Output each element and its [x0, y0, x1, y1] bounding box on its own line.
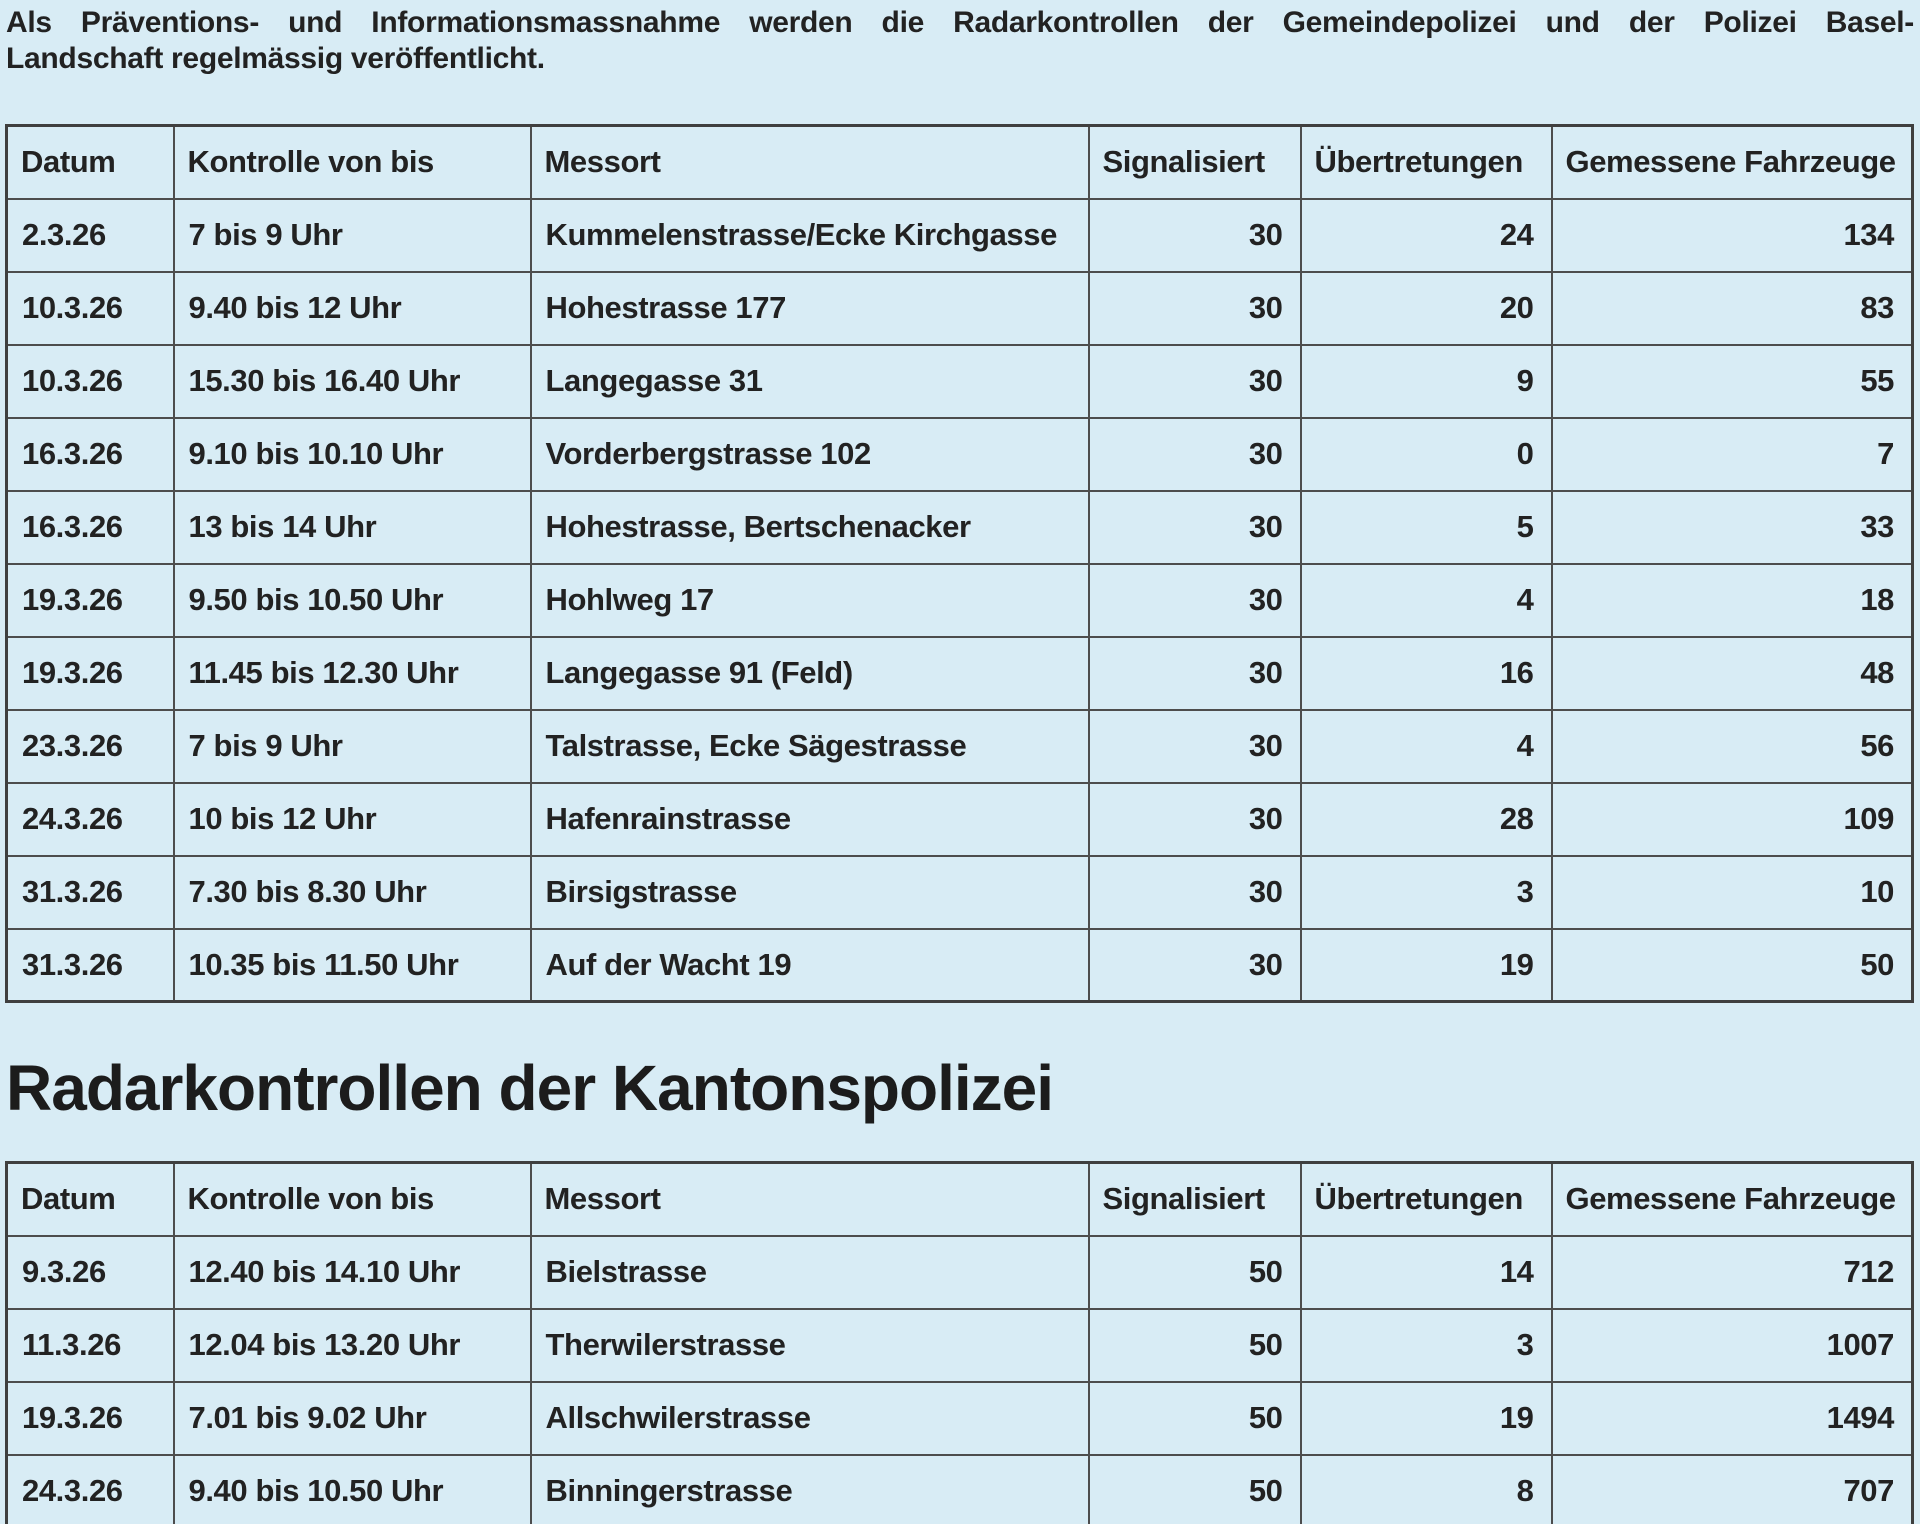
cell-datum: 24.3.26 [7, 783, 174, 856]
cell-gemessene-fahrzeuge: 707 [1552, 1455, 1913, 1524]
cell-uebertretungen: 4 [1301, 710, 1552, 783]
table-row [7, 1382, 1913, 1455]
cell-kontrolle-von-bis: 7 bis 9 Uhr [174, 199, 531, 272]
cell-datum: 10.3.26 [7, 272, 174, 345]
cell-gemessene-fahrzeuge: 10 [1552, 856, 1913, 929]
table-row [7, 783, 1913, 856]
table-row [7, 637, 1913, 710]
col-header-messort: Messort [531, 1163, 1089, 1236]
cell-datum: 9.3.26 [7, 1236, 174, 1309]
cell-gemessene-fahrzeuge: 7 [1552, 418, 1913, 491]
cell-kontrolle-von-bis: 9.50 bis 10.50 Uhr [174, 564, 531, 637]
cell-messort: Auf der Wacht 19 [531, 929, 1089, 1002]
cell-gemessene-fahrzeuge: 1007 [1552, 1309, 1913, 1382]
cell-signalisiert: 30 [1089, 272, 1301, 345]
cell-datum: 19.3.26 [7, 637, 174, 710]
gemeindepolizei-table [5, 124, 1914, 1003]
cell-kontrolle-von-bis: 9.40 bis 12 Uhr [174, 272, 531, 345]
cell-uebertretungen: 24 [1301, 199, 1552, 272]
cell-datum: 16.3.26 [7, 418, 174, 491]
cell-kontrolle-von-bis: 7.01 bis 9.02 Uhr [174, 1382, 531, 1455]
table-row [7, 929, 1913, 1002]
cell-kontrolle-von-bis: 15.30 bis 16.40 Uhr [174, 345, 531, 418]
col-header-datum: Datum [7, 1163, 174, 1236]
cell-kontrolle-von-bis: 9.10 bis 10.10 Uhr [174, 418, 531, 491]
cell-uebertretungen: 0 [1301, 418, 1552, 491]
col-header-gemessene-fahrzeuge: Gemessene Fahrzeuge [1552, 126, 1913, 199]
table-row [7, 1309, 1913, 1382]
cell-kontrolle-von-bis: 10.35 bis 11.50 Uhr [174, 929, 531, 1002]
cell-uebertretungen: 20 [1301, 272, 1552, 345]
cell-gemessene-fahrzeuge: 83 [1552, 272, 1913, 345]
cell-messort: Hohlweg 17 [531, 564, 1089, 637]
cell-uebertretungen: 4 [1301, 564, 1552, 637]
cell-messort: Hohestrasse 177 [531, 272, 1089, 345]
cell-signalisiert: 30 [1089, 418, 1301, 491]
cell-datum: 19.3.26 [7, 1382, 174, 1455]
cell-messort: Binningerstrasse [531, 1455, 1089, 1524]
cell-signalisiert: 30 [1089, 929, 1301, 1002]
cell-kontrolle-von-bis: 10 bis 12 Uhr [174, 783, 531, 856]
table-row [7, 710, 1913, 783]
cell-kontrolle-von-bis: 9.40 bis 10.50 Uhr [174, 1455, 531, 1524]
cell-datum: 16.3.26 [7, 491, 174, 564]
cell-datum: 23.3.26 [7, 710, 174, 783]
cell-uebertretungen: 16 [1301, 637, 1552, 710]
cell-gemessene-fahrzeuge: 1494 [1552, 1382, 1913, 1455]
cell-datum: 10.3.26 [7, 345, 174, 418]
cell-gemessene-fahrzeuge: 55 [1552, 345, 1913, 418]
cell-signalisiert: 50 [1089, 1382, 1301, 1455]
kantonspolizei-table [5, 1161, 1914, 1524]
cell-datum: 24.3.26 [7, 1455, 174, 1524]
col-header-kontrolle-von-bis: Kontrolle von bis [174, 1163, 531, 1236]
cell-uebertretungen: 19 [1301, 929, 1552, 1002]
table-header-row [7, 1163, 1913, 1236]
cell-uebertretungen: 28 [1301, 783, 1552, 856]
cell-messort: Birsigstrasse [531, 856, 1089, 929]
cell-signalisiert: 30 [1089, 491, 1301, 564]
col-header-signalisiert: Signalisiert [1089, 126, 1301, 199]
cell-kontrolle-von-bis: 7.30 bis 8.30 Uhr [174, 856, 531, 929]
cell-kontrolle-von-bis: 7 bis 9 Uhr [174, 710, 531, 783]
table-row [7, 491, 1913, 564]
table-row [7, 345, 1913, 418]
cell-uebertretungen: 5 [1301, 491, 1552, 564]
intro-line-1: Als Präventions- und Informationsmassnahme werden die Radarkontrollen der Gemeindepolizei und der Polizei Basel- [6, 6, 1914, 39]
cell-messort: Bielstrasse [531, 1236, 1089, 1309]
table-row [7, 1236, 1913, 1309]
cell-gemessene-fahrzeuge: 56 [1552, 710, 1913, 783]
cell-signalisiert: 30 [1089, 783, 1301, 856]
cell-kontrolle-von-bis: 11.45 bis 12.30 Uhr [174, 637, 531, 710]
cell-signalisiert: 30 [1089, 564, 1301, 637]
cell-signalisiert: 50 [1089, 1455, 1301, 1524]
cell-gemessene-fahrzeuge: 18 [1552, 564, 1913, 637]
cell-gemessene-fahrzeuge: 712 [1552, 1236, 1913, 1309]
table-row [7, 199, 1913, 272]
table-header-row [7, 126, 1913, 199]
cell-messort: Kummelenstrasse/Ecke Kirchgasse [531, 199, 1089, 272]
cell-uebertretungen: 14 [1301, 1236, 1552, 1309]
cell-uebertretungen: 3 [1301, 856, 1552, 929]
cell-datum: 2.3.26 [7, 199, 174, 272]
section-heading: Radarkontrollen der Kantonspolizei [6, 1052, 1054, 1124]
col-header-messort: Messort [531, 126, 1089, 199]
cell-kontrolle-von-bis: 12.04 bis 13.20 Uhr [174, 1309, 531, 1382]
intro-line-2: Landschaft regelmässig veröffentlicht. [6, 42, 545, 75]
table-row [7, 272, 1913, 345]
cell-kontrolle-von-bis: 12.40 bis 14.10 Uhr [174, 1236, 531, 1309]
cell-gemessene-fahrzeuge: 109 [1552, 783, 1913, 856]
col-header-uebertretungen: Übertretungen [1301, 1163, 1552, 1236]
intro-paragraph [0, 0, 1920, 77]
cell-messort: Talstrasse, Ecke Sägestrasse [531, 710, 1089, 783]
cell-signalisiert: 30 [1089, 710, 1301, 783]
cell-kontrolle-von-bis: 13 bis 14 Uhr [174, 491, 531, 564]
cell-messort: Therwilerstrasse [531, 1309, 1089, 1382]
col-header-uebertretungen: Übertretungen [1301, 126, 1552, 199]
cell-gemessene-fahrzeuge: 134 [1552, 199, 1913, 272]
cell-signalisiert: 30 [1089, 856, 1301, 929]
cell-messort: Langegasse 31 [531, 345, 1089, 418]
cell-uebertretungen: 3 [1301, 1309, 1552, 1382]
cell-messort: Langegasse 91 (Feld) [531, 637, 1089, 710]
table-row [7, 564, 1913, 637]
cell-signalisiert: 30 [1089, 345, 1301, 418]
cell-messort: Allschwilerstrasse [531, 1382, 1089, 1455]
cell-uebertretungen: 8 [1301, 1455, 1552, 1524]
cell-datum: 19.3.26 [7, 564, 174, 637]
table-row [7, 1455, 1913, 1524]
cell-signalisiert: 30 [1089, 199, 1301, 272]
cell-signalisiert: 30 [1089, 637, 1301, 710]
cell-uebertretungen: 19 [1301, 1382, 1552, 1455]
cell-gemessene-fahrzeuge: 48 [1552, 637, 1913, 710]
cell-messort: Vorderbergstrasse 102 [531, 418, 1089, 491]
cell-datum: 31.3.26 [7, 929, 174, 1002]
col-header-signalisiert: Signalisiert [1089, 1163, 1301, 1236]
cell-datum: 11.3.26 [7, 1309, 174, 1382]
cell-messort: Hafenrainstrasse [531, 783, 1089, 856]
col-header-gemessene-fahrzeuge: Gemessene Fahrzeuge [1552, 1163, 1913, 1236]
cell-gemessene-fahrzeuge: 33 [1552, 491, 1913, 564]
table-row [7, 856, 1913, 929]
table-row [7, 418, 1913, 491]
cell-messort: Hohestrasse, Bertschenacker [531, 491, 1089, 564]
col-header-datum: Datum [7, 126, 174, 199]
cell-uebertretungen: 9 [1301, 345, 1552, 418]
cell-signalisiert: 50 [1089, 1309, 1301, 1382]
cell-signalisiert: 50 [1089, 1236, 1301, 1309]
cell-gemessene-fahrzeuge: 50 [1552, 929, 1913, 1002]
cell-datum: 31.3.26 [7, 856, 174, 929]
col-header-kontrolle-von-bis: Kontrolle von bis [174, 126, 531, 199]
